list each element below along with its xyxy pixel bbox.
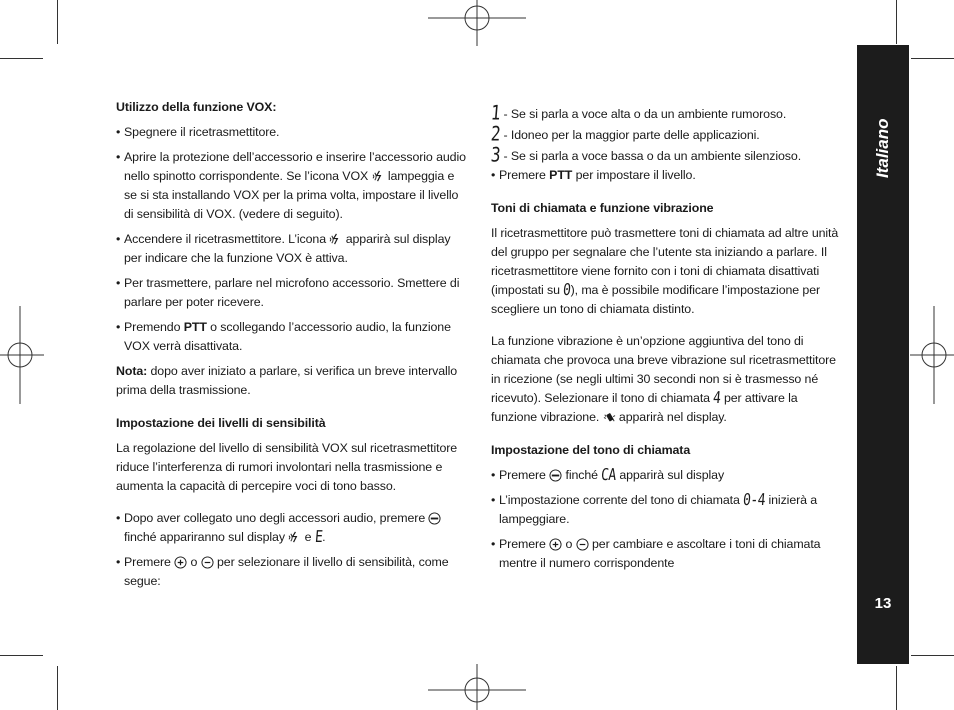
minus-button-icon <box>201 556 214 569</box>
toni-paragraph: Il ricetrasmettitore può trasmettere toni di chiamata ad altre unità del gruppo per segnalare che l’utente sta iniziando a parlare. Il ricetrasmettitore viene fornito con i toni di chiamata disattivati (impostati su 0), ma è possibile modificare l’impostazione per scegliere un tono di chiamata distinto. <box>491 226 839 316</box>
right-column <box>490 100 843 579</box>
minus-button-icon <box>576 538 589 551</box>
left-column <box>116 98 466 597</box>
list-item: • Premendo PTT o scollegando l’accessorio audio, la funzione VOX verrà disattivata. <box>116 318 466 356</box>
vibrate-icon <box>603 411 616 424</box>
toni-heading: Toni di chiamata e funzione vibrazione <box>491 201 714 215</box>
list-item: • Premere finché CA apparirà sul display <box>491 466 843 485</box>
crop-mark <box>896 666 897 710</box>
level-1: 1 - Se si parla a voce alta o da un ambiente rumoroso. <box>490 100 787 125</box>
registration-mark-icon <box>910 306 954 404</box>
crop-mark <box>57 0 58 44</box>
crop-mark <box>911 655 954 656</box>
note: Nota: dopo aver iniziato a parlare, si verifica un breve intervallo prima della trasmissione. <box>116 364 458 397</box>
registration-mark-icon <box>0 306 44 404</box>
lcd-glyph: E <box>313 528 323 547</box>
list-item: • Premere o per cambiare e ascoltare i toni di chiamata mentre il numero corrispondente <box>491 535 843 573</box>
tono-heading: Impostazione del tono di chiamata <box>491 443 691 457</box>
list-item: • Premere o per selezionare il livello di sensibilità, come segue: <box>116 553 466 591</box>
sensitivity-paragraph: La regolazione del livello di sensibilità VOX sul ricetrasmettitore riduce l’interferenza di rumori involontari nella trasmissione e aumenta la capacità di percepire voci di tono basso. <box>116 441 458 493</box>
crop-mark <box>57 666 58 710</box>
crop-mark <box>0 655 43 656</box>
level-3: 3 - Se si parla a voce bassa o da un ambiente silenzioso. <box>490 142 802 167</box>
lcd-glyph: 0-4 <box>742 491 766 510</box>
crop-mark <box>0 58 43 59</box>
lcd-glyph: CA <box>600 466 617 485</box>
vox-icon <box>288 531 301 544</box>
registration-mark-icon <box>428 0 526 46</box>
lcd-glyph: 0 <box>562 281 572 300</box>
plus-button-icon <box>174 556 187 569</box>
level-2: 2 - Idoneo per la maggior parte delle applicazioni. <box>490 121 760 146</box>
list-item: • Premere PTT per impostare il livello. <box>491 166 843 185</box>
vox-heading: Utilizzo della funzione VOX: <box>116 100 277 114</box>
menu-button-icon <box>549 469 562 482</box>
registration-mark-icon <box>428 664 526 710</box>
vibration-paragraph: La funzione vibrazione è un’opzione aggiuntiva del tono di chiamata che provoca una breve vibrazione sul ricetrasmettitore in ricezione (se negli ultimi 30 secondi non si è trasmesso né ricevuto). Selezionare il tono di chiamata 4 per attivare la funzione vibrazione. apparirà nel display. <box>491 334 836 424</box>
vox-icon <box>372 170 385 183</box>
crop-mark <box>911 58 954 59</box>
list-item: • Spegnere il ricetrasmettitore. <box>116 123 466 142</box>
page-number: 13 <box>874 595 892 612</box>
list-item: • Aprire la protezione dell’accessorio e inserire l’accessorio audio nello spinotto corrispondente. Se l’icona VOX lampeggia e se si sta installando VOX per la prima volta, impostare il livello di sensibilità di VOX. (vedere di seguito). <box>116 148 466 224</box>
lcd-glyph: 4 <box>712 389 722 408</box>
vox-icon <box>329 233 342 246</box>
list-item: • Dopo aver collegato uno degli accessori audio, premere finché appariranno sul display e E. <box>116 509 466 547</box>
sensitivity-heading: Impostazione dei livelli di sensibilità <box>116 416 326 430</box>
menu-button-icon <box>428 512 441 525</box>
plus-button-icon <box>549 538 562 551</box>
list-item: • L’impostazione corrente del tono di chiamata 0-4 inizierà a lampeggiare. <box>491 491 843 529</box>
list-item: • Accendere il ricetrasmettitore. L’icona apparirà sul display per indicare che la funzione VOX è attiva. <box>116 230 466 268</box>
list-item: • Per trasmettere, parlare nel microfono accessorio. Smettere di parlare per poter ricevere. <box>116 274 466 312</box>
language-label: Italiano <box>873 118 892 178</box>
crop-mark <box>896 0 897 44</box>
